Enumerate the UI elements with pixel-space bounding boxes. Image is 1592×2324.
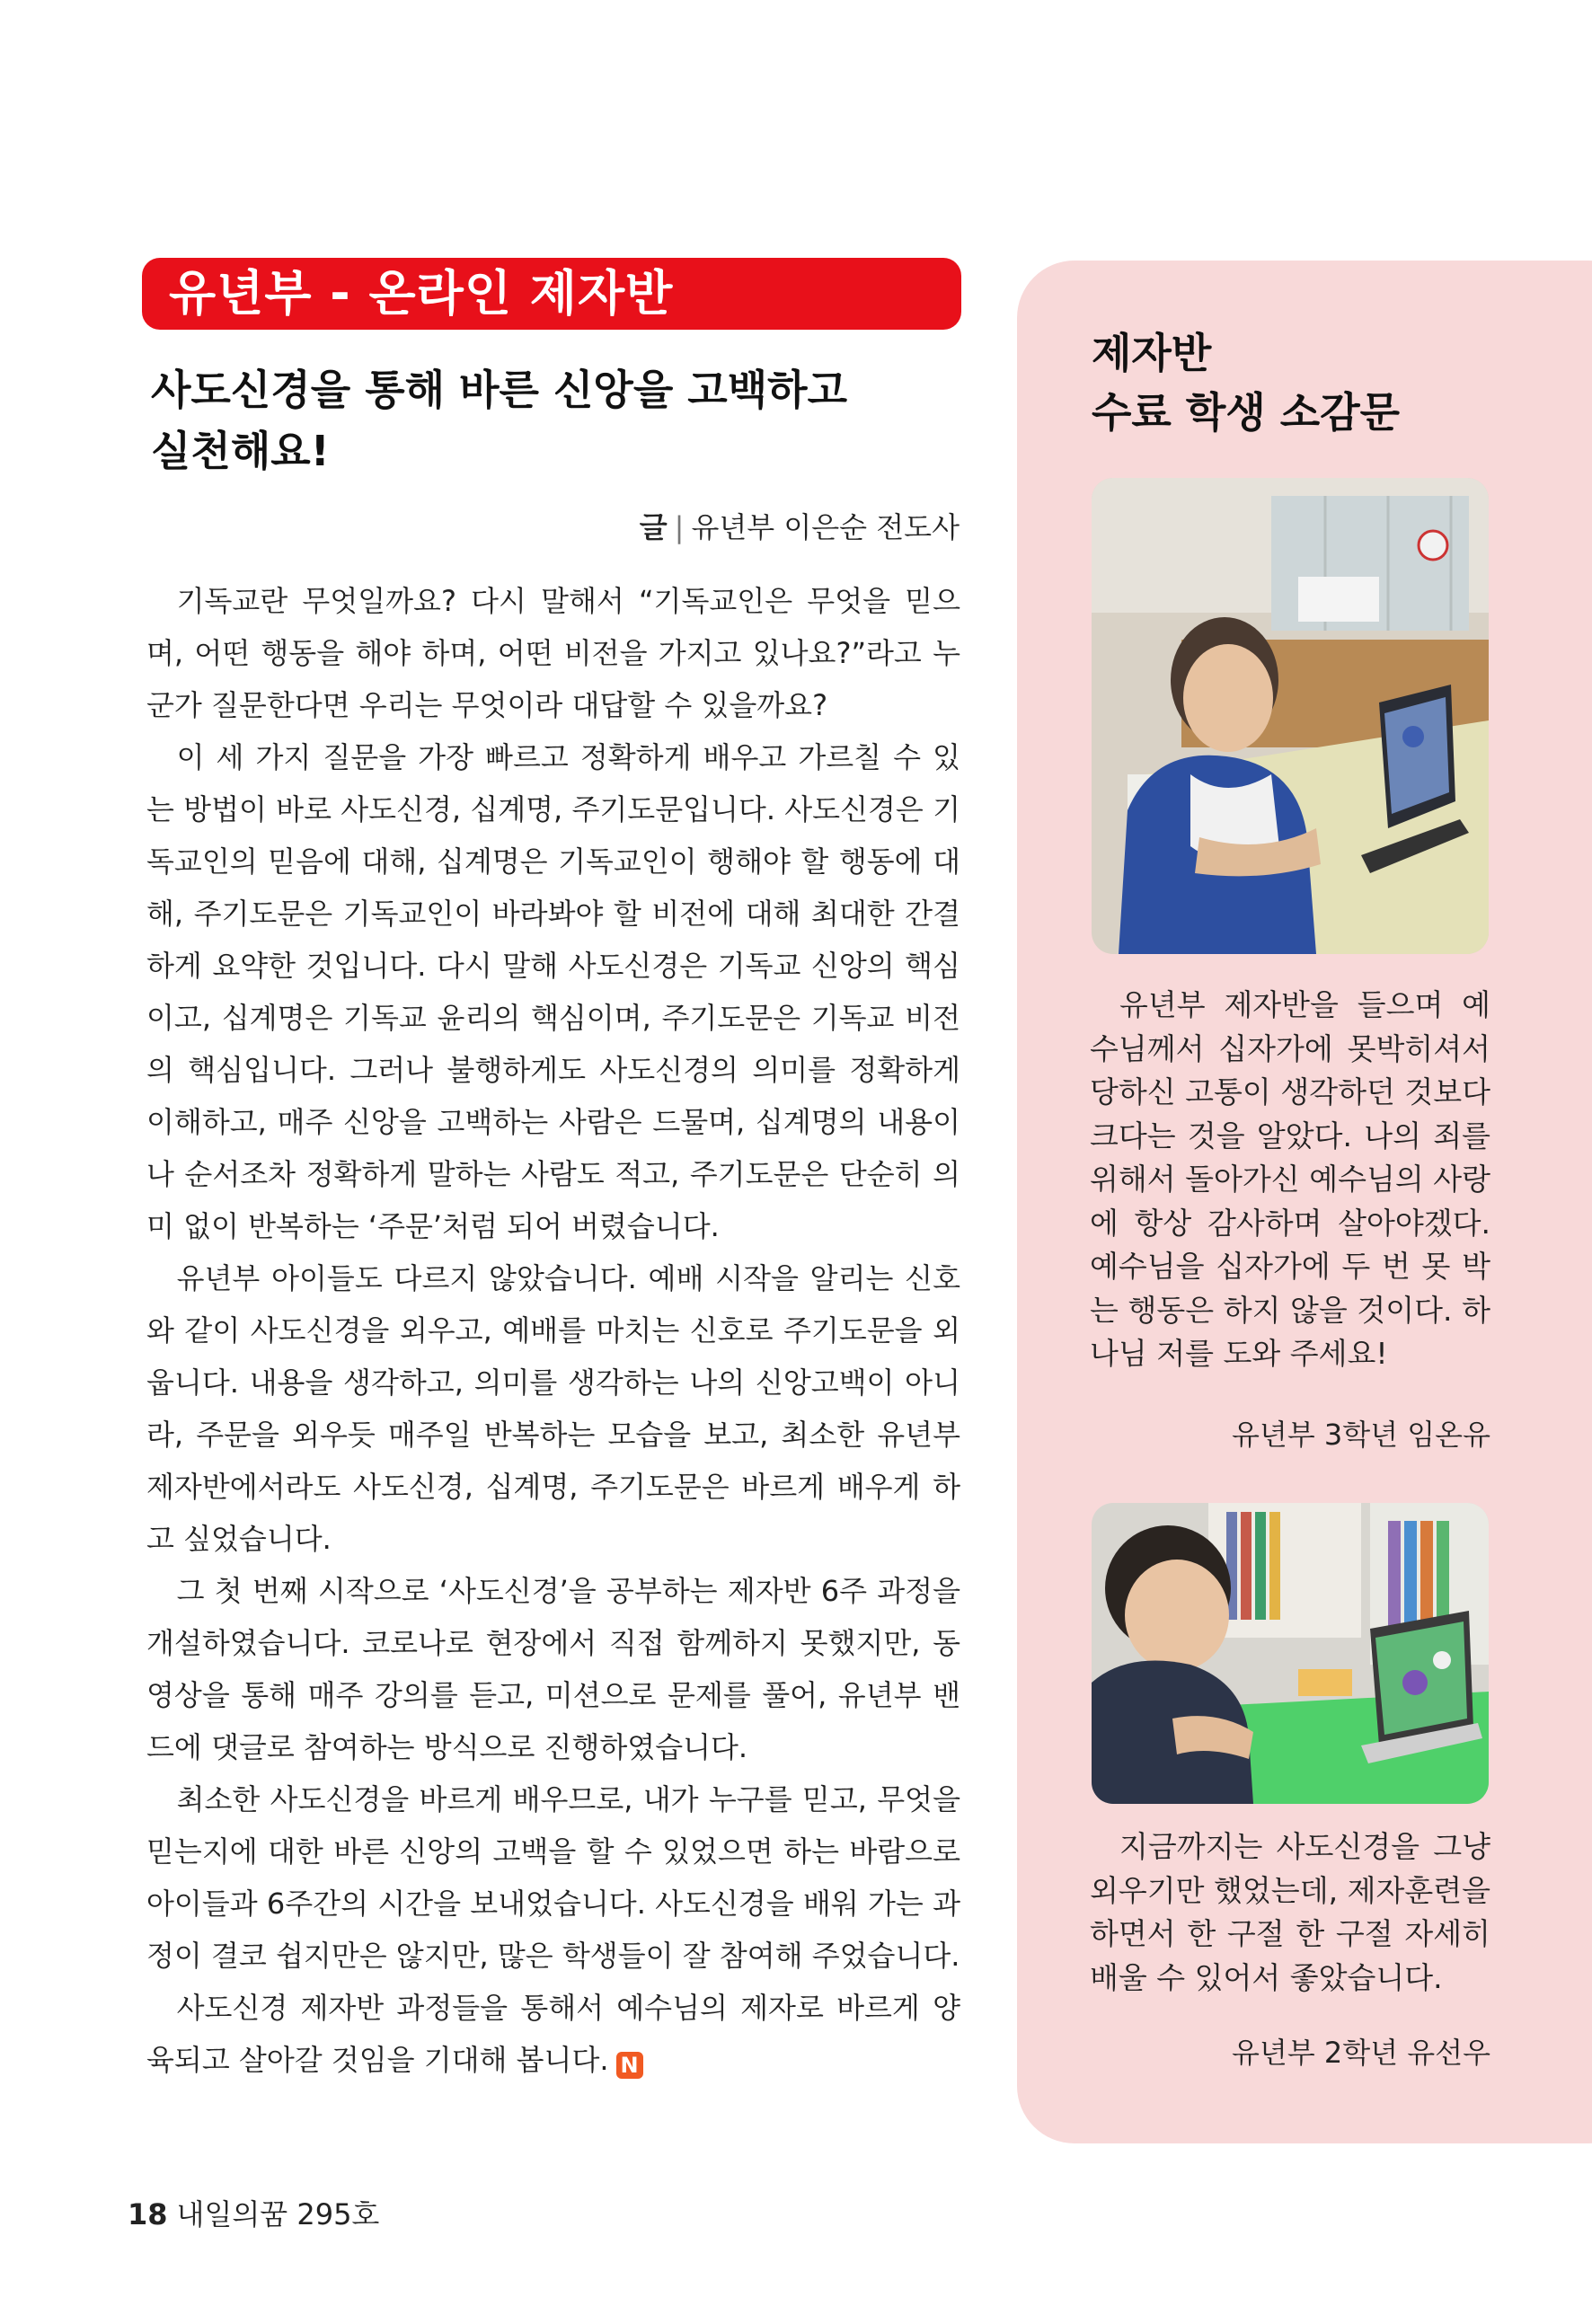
byline-author: 유년부 이은순 전도사 [691,510,960,544]
section-banner-title: 유년부 - 온라인 제자반 [169,265,674,322]
page-footer [128,2192,379,2233]
testimonial-2-author: 유년부 2학년 유선우 [1232,2036,1490,2070]
article-body [146,575,960,2086]
article-paragraph: 최소한 사도신경을 바르게 배우므로, 내가 누구를 믿고, 무엇을 믿는지에 대한 바른 신앙의 고백을 할 수 있었으면 하는 바람으로 아이들과 6주간의 시간을 보내었습니다. 사도신경을 배워 가는 과정이 결코 쉽지만은 않지만, 많은 학생들이 잘 참여해 주었습니다. [146,1782,960,1973]
article-paragraph: 이 세 가지 질문을 가장 빠르고 정확하게 배우고 가르칠 수 있는 방법이 바로 사도신경, 십계명, 주기도문입니다. 사도신경은 기독교인의 믿음에 대해, 십계명은 기독교인이 행해야 할 행동에 대해, 주기도문은 기독교인이 바라봐야 할 비전에 대해 최대한 간결하게 요약한 것입니다. 다시 말해 사도신경은 기독교 신앙의 핵심이고, 십계명은 기독교 윤리의 핵심이며, 주기도문은 기독교 비전의 핵심입니다. 그러나 불행하게도 사도신경의 의미를 정확하게 이해하고, 매주 신앙을 고백하는 사람은 드물며, 십계명의 내용이나 순서조차 정확하게 말하는 사람도 적고, 주기도문은 단순히 의미 없이 반복하는 ‘주문’처럼 되어 버렸습니다. [146,740,960,1243]
student-photo-1 [1092,478,1489,954]
byline-label: 글 [639,510,668,544]
byline [151,505,960,546]
testimonial-2-text: 지금까지는 사도신경을 그냥 외우기만 했었는데, 제자훈련을 하면서 한 구절 한 구절 자세히 배울 수 있어서 좋았습니다. [1090,1829,1490,1995]
article-paragraph-text: 사도신경 제자반 과정들을 통해서 예수님의 제자로 바르게 양육되고 살아갈 것임을 기대해 봅니다. [146,1991,960,2077]
sidebar-title-line-2: 수료 학생 소감문 [1092,388,1401,437]
testimonial-2 [1090,1825,1490,2000]
student-photo-2 [1092,1503,1489,1804]
publication-name: 내일의꿈 295호 [176,2197,380,2231]
headline-line-2: 실천해요! [151,427,330,475]
article-paragraph: 기독교란 무엇일까요? 다시 말해서 “기독교인은 무엇을 믿으며, 어떤 행동을 해야 하며, 어떤 비전을 가지고 있나요?”라고 누군가 질문한다면 우리는 무엇이라 대답할 수 있을까요? [146,584,960,722]
sidebar-title [1092,323,1559,442]
headline-line-1: 사도신경을 통해 바른 신앙을 고백하고 [151,366,848,414]
end-mark-icon: N [616,2052,643,2079]
sidebar-title-line-1: 제자반 [1092,329,1212,377]
article-paragraph: 그 첫 번째 시작으로 ‘사도신경’을 공부하는 제자반 6주 과정을 개설하였습니다. 코로나로 현장에서 직접 함께하지 못했지만, 동영상을 통해 매주 강의를 듣고, 미션으로 문제를 풀어, 유년부 밴드에 댓글로 참여하는 방식으로 진행하였습니다. [146,1574,960,1764]
byline-separator: | [674,510,685,544]
testimonial-1-text: 유년부 제자반을 들으며 예수님께서 십자가에 못박히셔서 당하신 고통이 생각하던 것보다 크다는 것을 알았다. 나의 죄를 위해서 돌아가신 예수님의 사랑에 항상 감사하며 살아야겠다. 예수님을 십자가에 두 번 못 박는 행동은 하지 않을 것이다. 하나님 저를 도와 주세요! [1090,987,1490,1371]
testimonial-1 [1090,984,1490,1376]
page-number: 18 [128,2197,168,2231]
section-banner [142,258,961,330]
article-paragraph: 유년부 아이들도 다르지 않았습니다. 예배 시작을 알리는 신호와 같이 사도신경을 외우고, 예배를 마치는 신호로 주기도문을 외웁니다. 내용을 생각하고, 의미를 생각하는 나의 신앙고백이 아니라, 주문을 외우듯 매주일 반복하는 모습을 보고, 최소한 유년부 제자반에서라도 사도신경, 십계명, 주기도문은 바르게 배우게 하고 싶었습니다. [146,1261,960,1556]
article-headline [151,359,960,482]
testimonial-1-author: 유년부 3학년 임온유 [1232,1418,1490,1452]
article-paragraph-last [146,1982,960,2086]
